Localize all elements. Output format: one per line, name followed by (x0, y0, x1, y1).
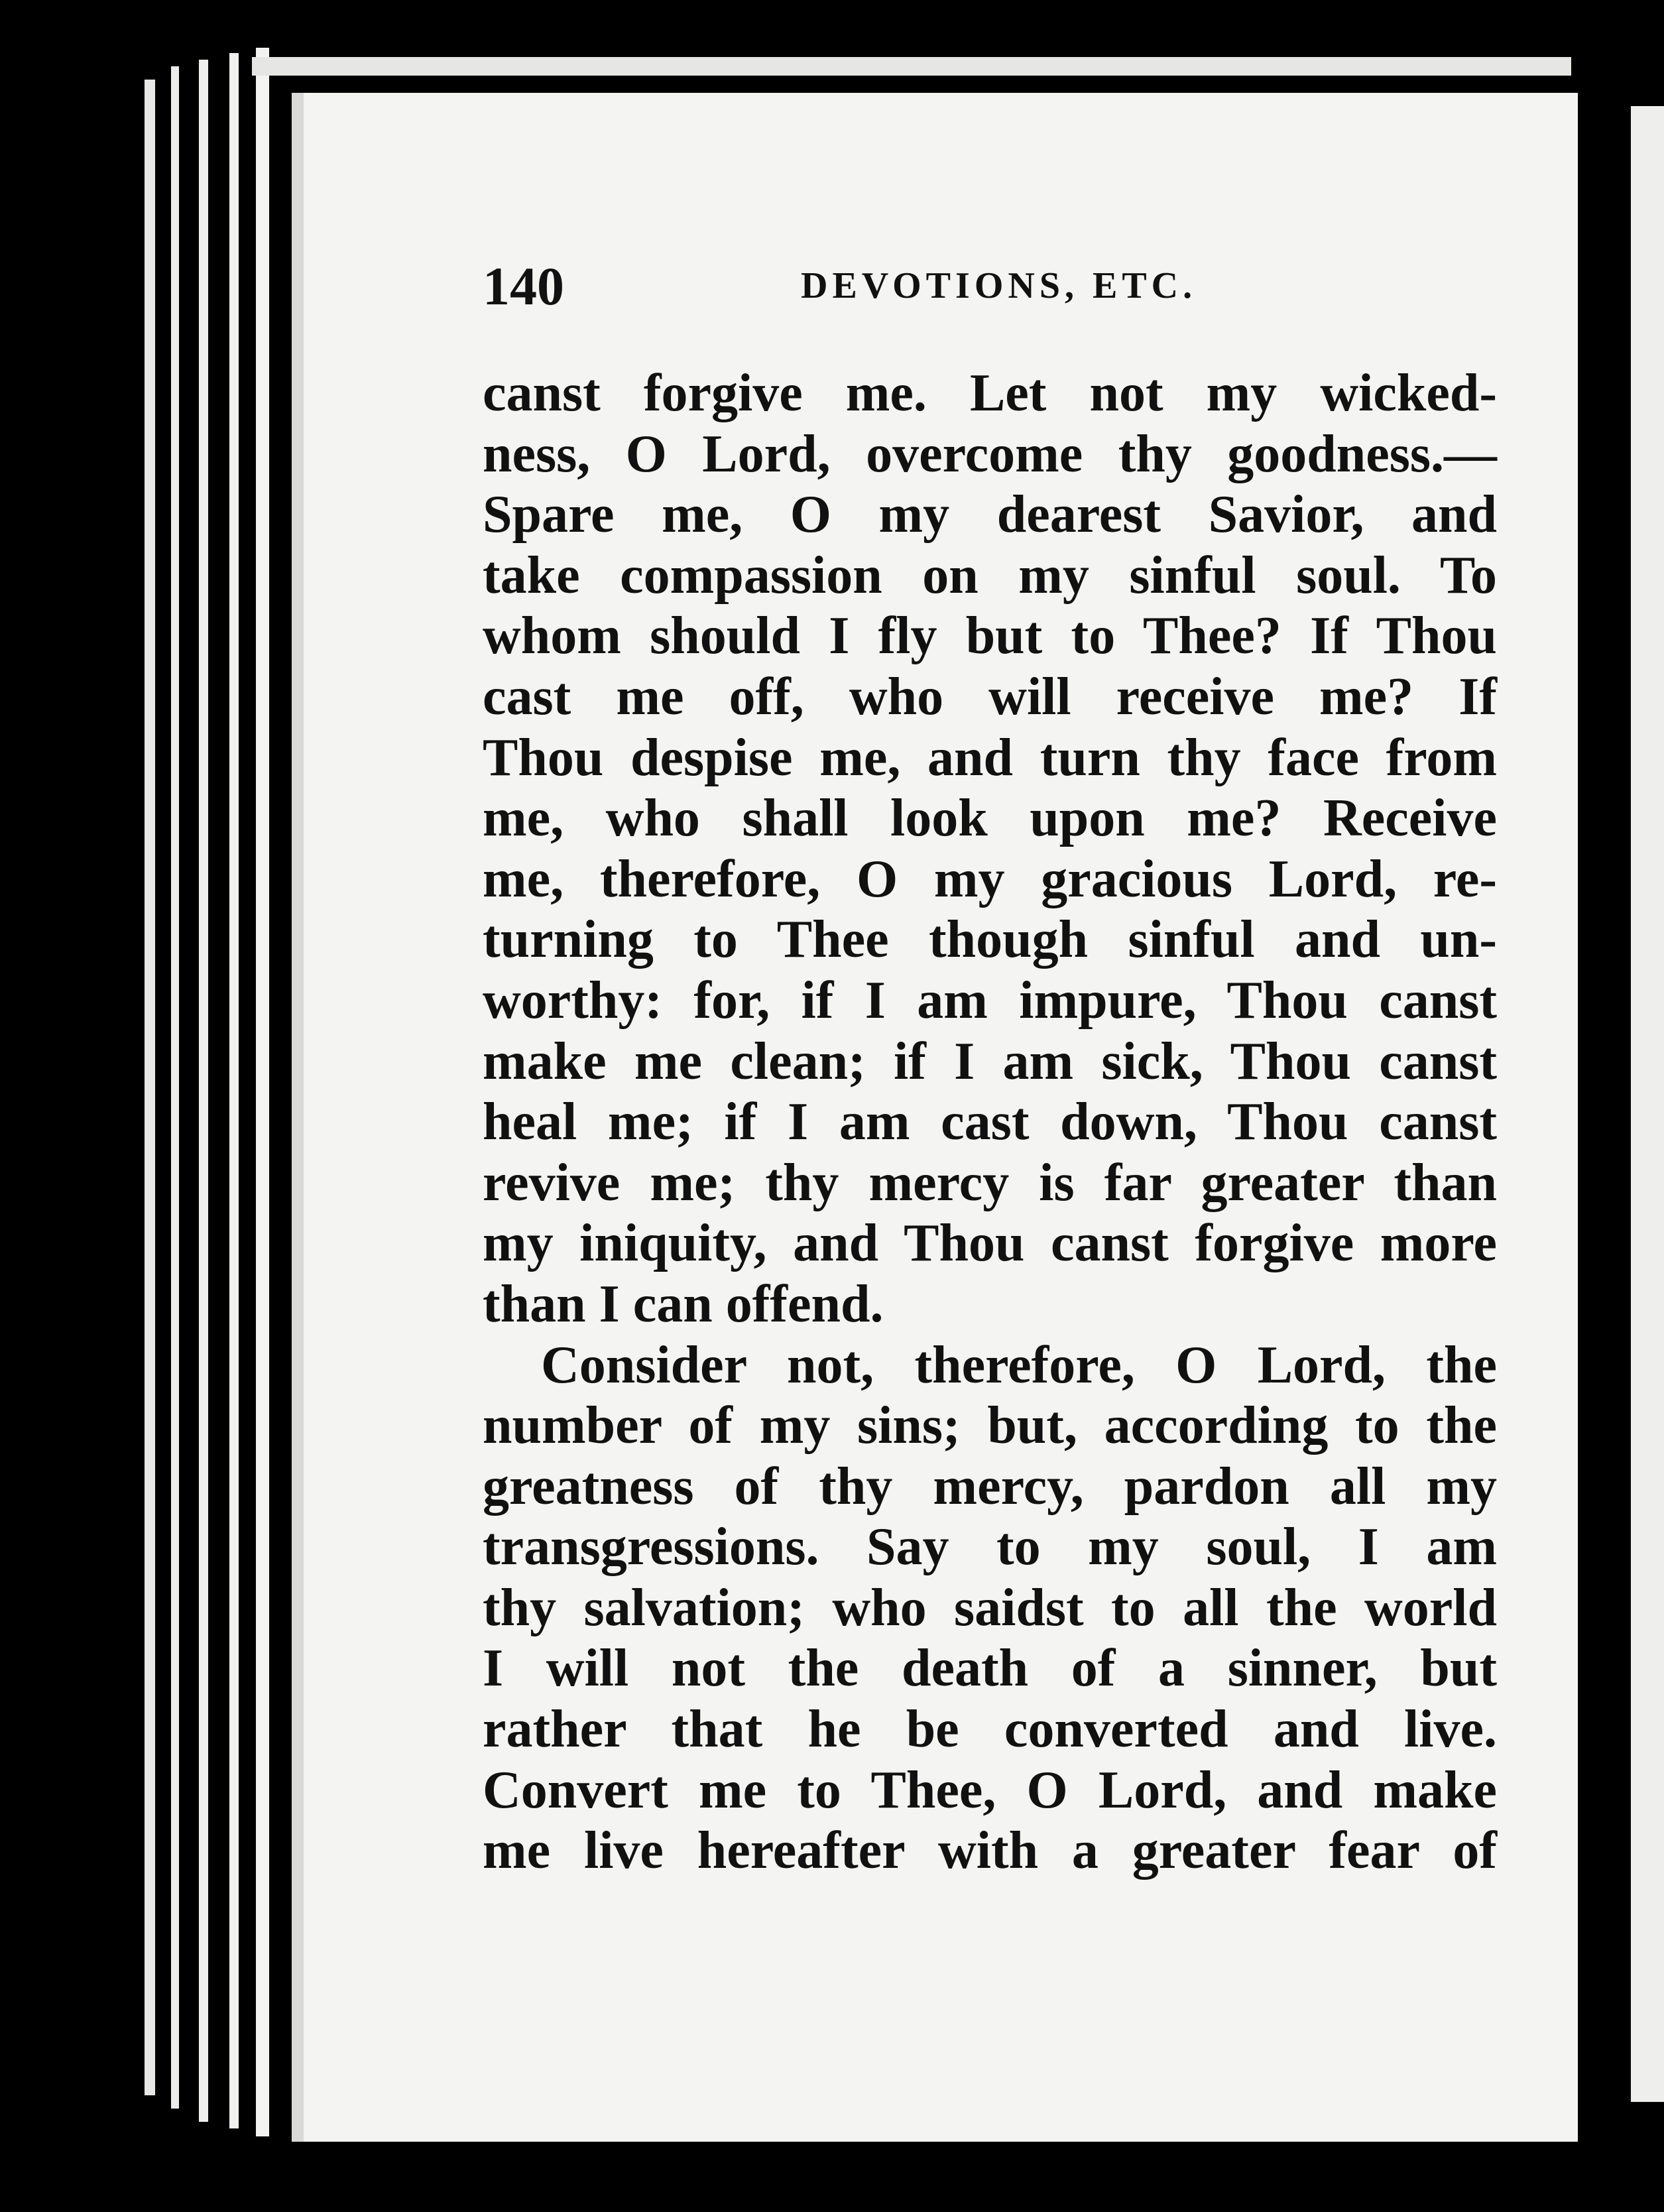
text-line: me, therefore, O my gracious Lord, re- (483, 849, 1497, 908)
text-line: take compassion on my sinful soul. To (483, 546, 1497, 605)
text-line: worthy: for, if I am impure, Thou canst (483, 971, 1497, 1030)
text-line: Consider not, therefore, O Lord, the (541, 1335, 1497, 1394)
text-line: transgressions. Say to my soul, I am (483, 1518, 1497, 1577)
text-line: turning to Thee though sinful and un- (483, 910, 1497, 969)
text-line: me, who shall look upon me? Receive (483, 789, 1497, 848)
text-line: my iniquity, and Thou canst forgive more (483, 1214, 1497, 1273)
text-line: I will not the death of a sinner, but (483, 1639, 1497, 1698)
page-number: 140 (483, 256, 564, 316)
text-line: Spare me, O my dearest Savior, and (483, 485, 1497, 544)
page-edge (256, 48, 269, 2136)
text-line: canst forgive me. Let not my wicked- (483, 364, 1497, 422)
running-title: DEVOTIONS, ETC. (801, 265, 1197, 306)
body-text (483, 363, 1497, 1882)
text-line: ness, O Lord, overcome thy goodness.— (483, 424, 1497, 483)
text-line: heal me; if I am cast down, Thou canst (483, 1093, 1497, 1152)
text-line: rather that he be converted and live. (483, 1700, 1497, 1759)
running-head (483, 255, 1497, 315)
text-line: than I can offend. (483, 1274, 884, 1333)
text-line: whom should I fly but to Thee? If Thou (483, 607, 1497, 666)
text-line: make me clean; if I am sick, Thou canst (483, 1032, 1497, 1091)
text-line: Convert me to Thee, O Lord, and make (483, 1760, 1497, 1819)
page-edge (171, 66, 179, 2109)
text-line: cast me off, who will receive me? If (483, 667, 1497, 726)
page-edge (145, 80, 155, 2095)
page-edge (199, 60, 208, 2122)
page-edge (229, 53, 239, 2128)
text-line: Thou despise me, and turn thy face from (483, 728, 1497, 787)
text-line: revive me; thy mercy is far greater than (483, 1153, 1497, 1212)
page-top-edge (252, 57, 1571, 76)
text-line: greatness of thy mercy, pardon all my (483, 1457, 1497, 1516)
text-line: number of my sins; but, according to the (483, 1396, 1497, 1455)
text-line: me live hereafter with a greater fear of (483, 1821, 1497, 1880)
text-line: thy salvation; who saidst to all the world (483, 1578, 1497, 1637)
next-page-edge (1631, 106, 1664, 2102)
